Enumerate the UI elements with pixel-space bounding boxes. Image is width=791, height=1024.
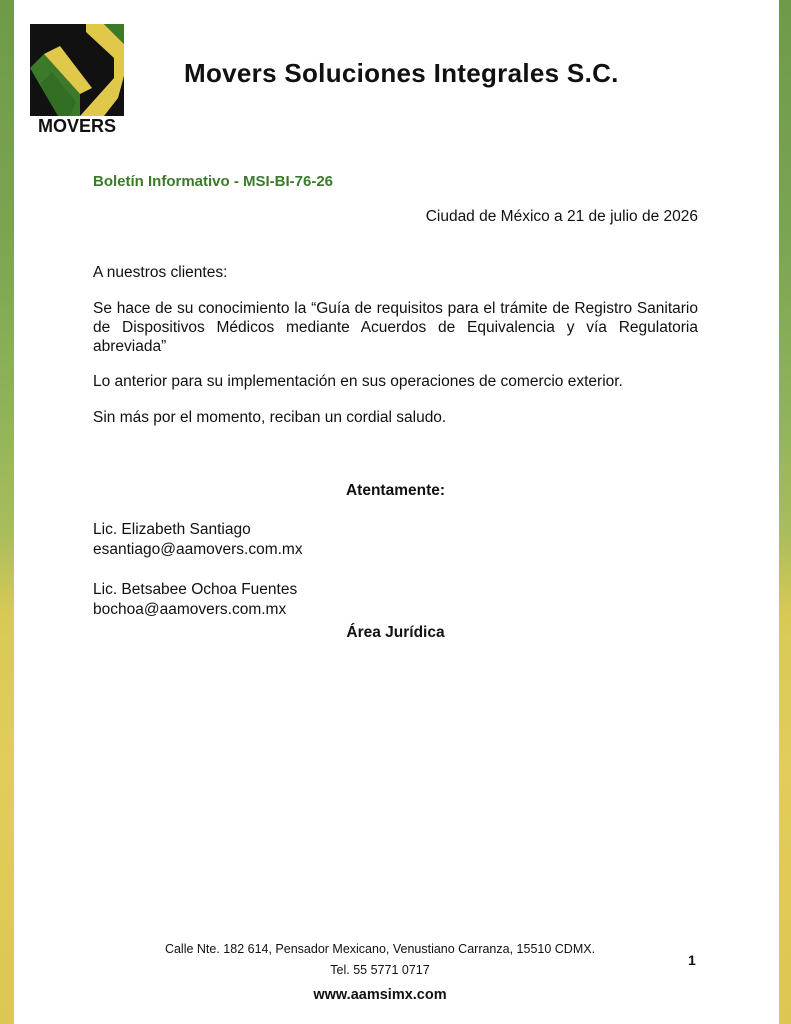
logo-mark: [30, 24, 124, 116]
company-name: Movers Soluciones Integrales S.C.: [184, 58, 619, 88]
footer-phone: Tel. 55 5771 0717: [330, 963, 430, 977]
footer-address: Calle Nte. 182 614, Pensador Mexicano, Venustiano Carranza, 15510 CDMX.: [164, 942, 596, 956]
paragraph-implementation: Lo anterior para su implementación en sus operaciones de comercio exterior.: [93, 373, 623, 390]
closing: Atentamente:: [345, 482, 446, 499]
right-decorative-band: [779, 0, 791, 1024]
bulletin-title: Boletín Informativo - MSI-BI-76-26: [93, 173, 334, 190]
greeting: A nuestros clientes:: [93, 264, 228, 281]
logo-v-icon: [30, 24, 124, 116]
paragraph-guide: Se hace de su conocimiento la “Guía de requisitos para el trámite de Registro Sanitario de Dispositivos Médicos mediante Acuerdos de Equivalencia y vía Regulatoria abreviada”: [93, 300, 698, 355]
date-line: Ciudad de México a 21 de julio de 2026: [425, 208, 698, 225]
footer-website[interactable]: www.aamsimx.com: [313, 987, 447, 1003]
signatory-email[interactable]: esantiago@aamovers.com.mx: [93, 541, 303, 558]
signatory-name: Lic. Betsabee Ochoa Fuentes: [93, 581, 298, 598]
department: Área Jurídica: [346, 624, 445, 641]
page-number: 1: [688, 952, 696, 968]
left-decorative-band: [0, 0, 14, 1024]
movers-logo: [30, 24, 124, 136]
signatory-1: [93, 520, 303, 560]
signatory-name: Lic. Elizabeth Santiago: [93, 521, 251, 538]
logo-wordmark: MOVERS: [37, 116, 116, 136]
signatory-email[interactable]: bochoa@aamovers.com.mx: [93, 601, 287, 618]
paragraph-regards: Sin más por el momento, reciban un cordial saludo.: [93, 409, 447, 426]
signatory-2: [93, 580, 297, 620]
